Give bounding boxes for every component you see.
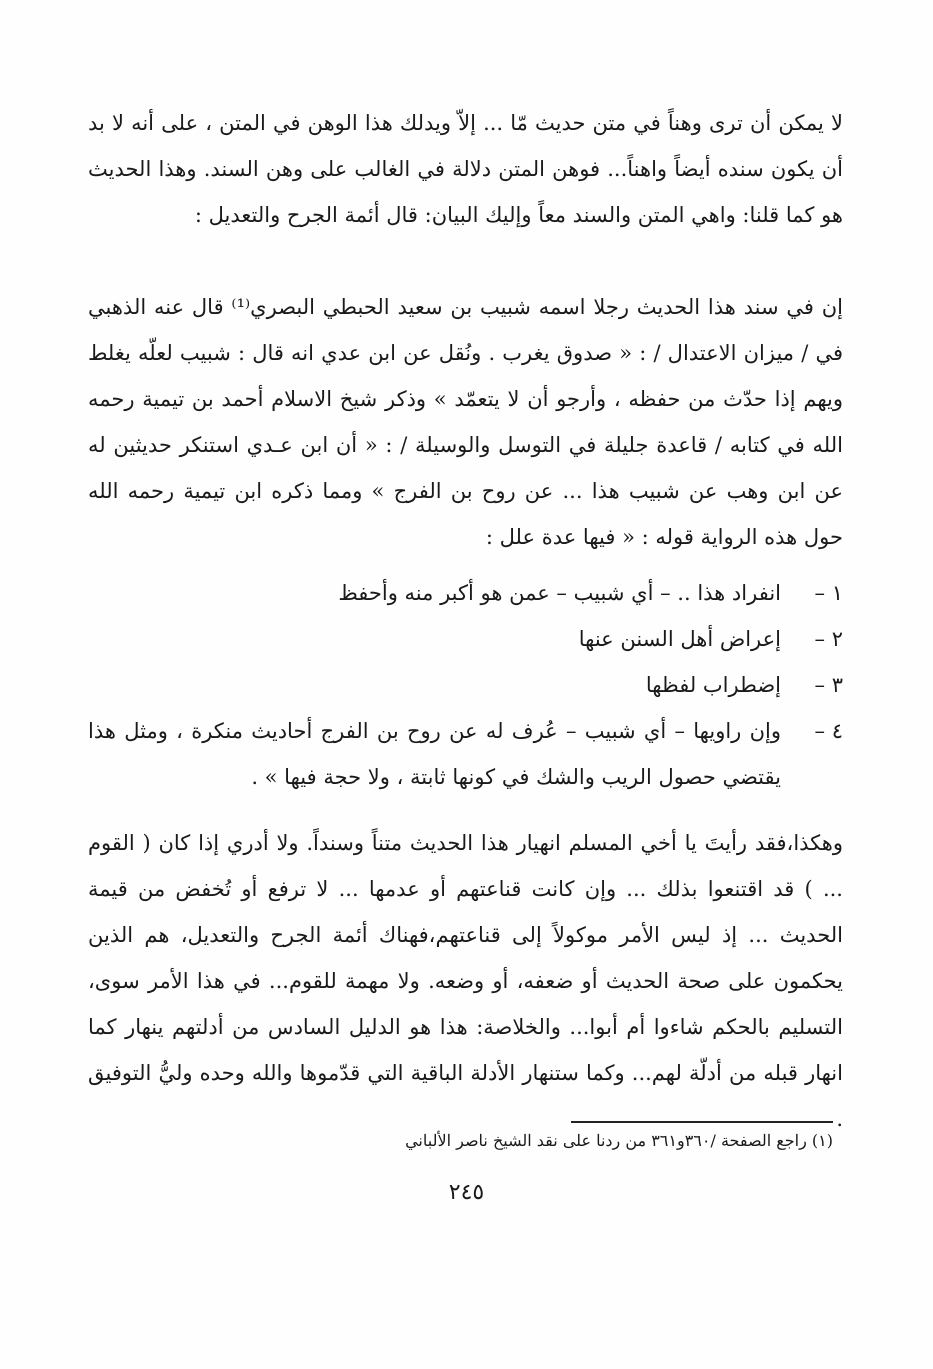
list-item-number: ٣ –	[814, 673, 843, 697]
list-item-number: ٤ –	[814, 719, 843, 743]
list-item	[88, 570, 843, 616]
page-number: ٢٤٥	[448, 1180, 485, 1205]
list-item-text: وإن راويها – أي شبيب – عُرف له عن روح بن الفرج أحاديث منكرة ، ومثل هذا يقتضي حصول الريب والشك في كونها ثابتة ، ولا حجة فيها » .	[88, 719, 781, 789]
list-item-text: إعراض أهل السنن عنها	[578, 627, 781, 651]
list-item-text: انفراد هذا .. – أي شبيب – عمن هو أكبر منه وأحفظ	[338, 581, 781, 605]
list-item-number: ٢ –	[814, 627, 843, 651]
list-item-text: إضطراب لفظها	[645, 673, 781, 697]
paragraph-conclusion: وهكذا،فقد رأيتَ يا أخي المسلم انهيار هذا الحديث متناً وسنداً. ولا أدري إذا كان ( القوم ... ) قد اقتنعوا بذلك ... وإن كانت قناعتهم أو عدمها ... لا ترفع أو تُخفض من قيمة الحديث ... إذ ليس الأمر موكولاً إلى قناعتهم،فهناك أئمة الجرح والتعديل، هم الذين يحكمون على صحة الحديث أو ضعفه، أو وضعه. ولا مهمة للقوم... في هذا الأمر سوى، التسليم بالحكم شاءوا أم أبوا... والخلاصة: هذا هو الدليل السادس من أدلتهم ينهار كما انهار قبله من أدلّة لهم... وكما ستنهار الأدلة الباقية التي قدّموها والله وحده وليُّ التوفيق .	[88, 831, 843, 1131]
paragraph-chain-of-narration: إن في سند هذا الحديث رجلا اسمه شبيب بن سعيد الحبطي البصري⁽¹⁾ قال عنه الذهبي في / ميزان الاعتدال / : « صدوق يغرب . ونُقل عن ابن عدي انه قال : شبيب لعلّه يغلط ويهم إذا حدّث من حفظه ، وأرجو أن لا يتعمّد » وذكر شيخ الاسلام أحمد بن تيمية رحمه الله في كتابه / قاعدة جليلة في التوسل والوسيلة / : « أن ابن عـدي استنكر حديثين له عن ابن وهب عن شبيب هذا ... عن روح بن الفرج » ومما ذكره ابن تيمية رحمه الله حول هذه الرواية قوله : « فيها عدة علل :	[88, 295, 843, 549]
footnote: (١) راجع الصفحة /٣٦٠و٣٦١ من ردنا على نقد الشيخ ناصر الألباني	[405, 1131, 833, 1150]
list-item	[88, 708, 843, 800]
paragraph-intro: لا يمكن أن ترى وهناً في متن حديث مّا ... إلاّ ويدلك هذا الوهن في المتن ، على أنه لا بد أن يكون سنده أيضاً واهناً... فوهن المتن دلالة في الغالب على وهن السند. وهذا الحديث هو كما قلنا: واهي المتن والسند معاً وإليك البيان: قال أئمة الجرح والتعديل :	[88, 111, 844, 227]
list-item-number: ١ –	[814, 581, 843, 605]
list-item	[88, 662, 843, 708]
list-item	[88, 616, 843, 662]
defects-list	[88, 570, 843, 800]
footnote-divider	[571, 1121, 833, 1123]
